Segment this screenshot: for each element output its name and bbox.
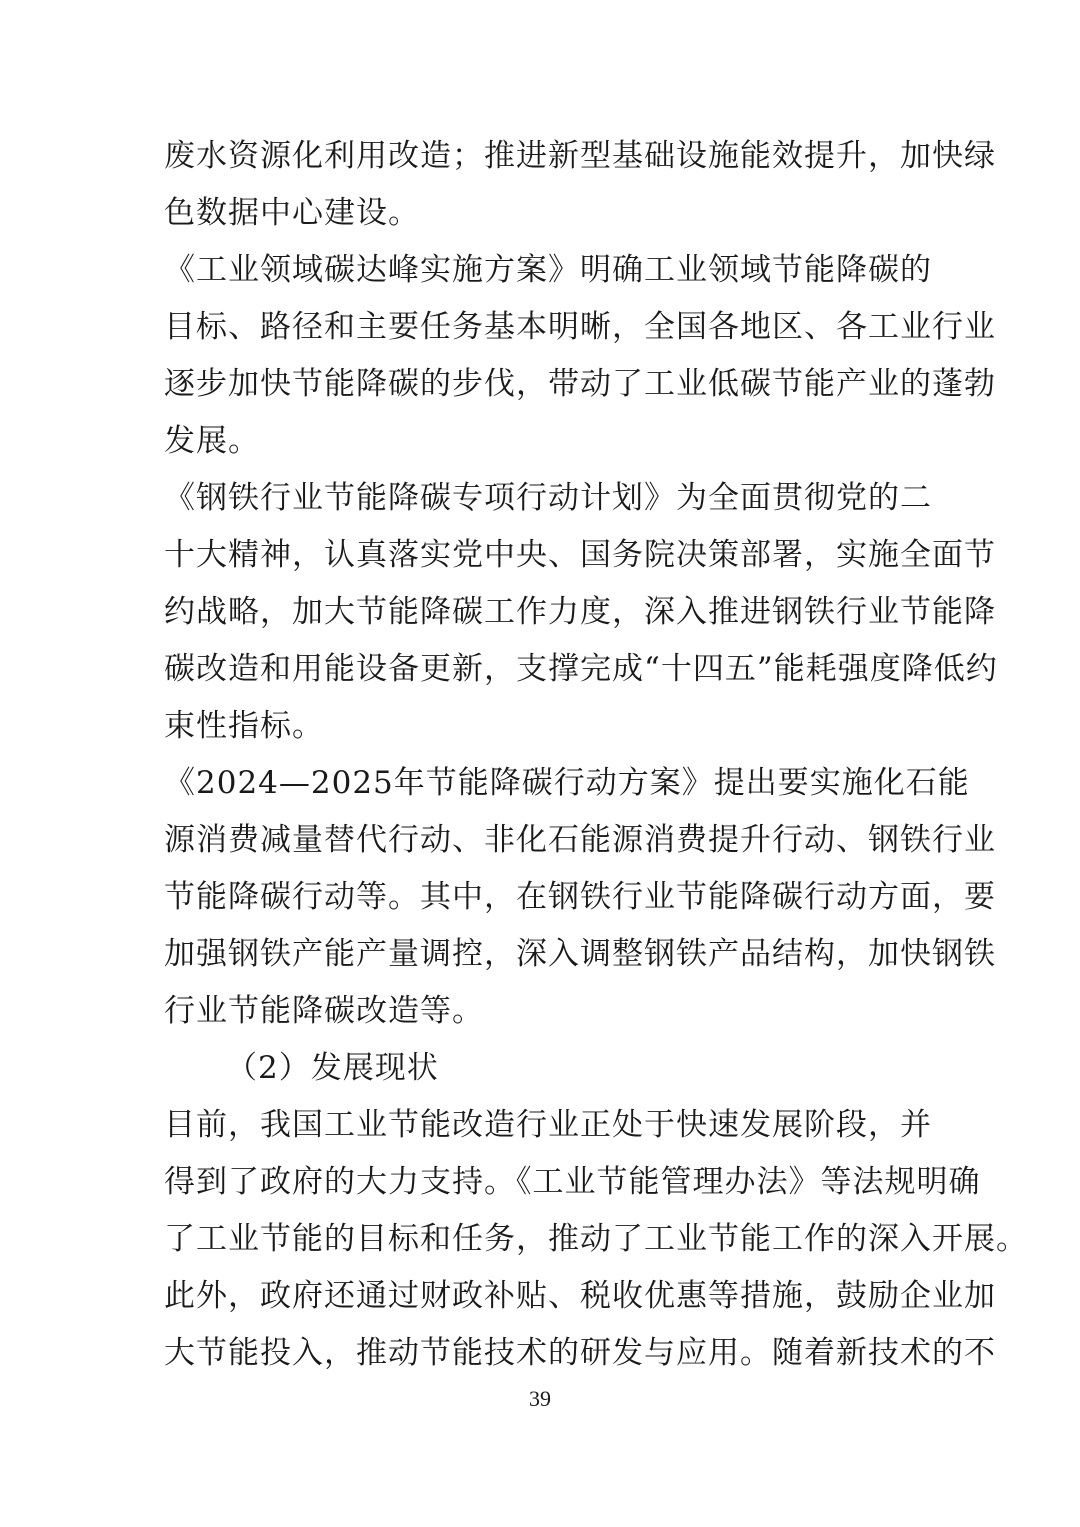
text-line: 逐步加快节能降碳的步伐，带动了工业低碳节能产业的蓬勃 [164,366,996,402]
document-body [164,128,1028,1382]
text-line: 源消费减量替代行动、非化石能源消费提升行动、钢铁行业 [164,822,996,858]
section-heading: （2）发展现状 [226,1050,439,1086]
text-line: 大节能投入，推动节能技术的研发与应用。随着新技术的不 [164,1335,996,1371]
text-line: 加强钢铁产能产量调控，深入调整钢铁产品结构，加快钢铁 [164,936,996,972]
text-line: 色数据中心建设。 [164,195,420,231]
text-line: 行业节能降碳改造等。 [164,993,484,1029]
text-line: 十大精神，认真落实党中央、国务院决策部署，实施全面节 [164,537,996,573]
text-line: 了工业节能的目标和任务，推动了工业节能工作的深入开展。 [164,1221,1028,1257]
text-line: 束性指标。 [164,708,324,744]
text-line: 废水资源化利用改造；推进新型基础设施能效提升，加快绿 [164,138,996,174]
text-line: 碳改造和用能设备更新，支撑完成“十四五”能耗强度降低约 [164,651,998,687]
text-line: 节能降碳行动等。其中，在钢铁行业节能降碳行动方面，要 [164,879,996,915]
text-line: 约战略，加大节能降碳工作力度，深入推进钢铁行业节能降 [164,594,996,630]
text-line: 目前，我国工业节能改造行业正处于快速发展阶段，并 [164,1107,932,1143]
text-line: 得到了政府的大力支持。《工业节能管理办法》等法规明确 [164,1164,981,1200]
text-line: 此外，政府还通过财政补贴、税收优惠等措施，鼓励企业加 [164,1278,996,1314]
text-line: 《工业领域碳达峰实施方案》明确工业领域节能降碳的 [164,252,932,288]
text-line: 目标、路径和主要任务基本明晰，全国各地区、各工业行业 [164,309,996,345]
text-line: 发展。 [164,423,260,459]
page-number: 39 [529,1386,551,1411]
text-line: 《2024—2025年节能降碳行动方案》提出要实施化石能 [164,765,970,801]
text-line: 《钢铁行业节能降碳专项行动计划》为全面贯彻党的二 [164,480,932,516]
